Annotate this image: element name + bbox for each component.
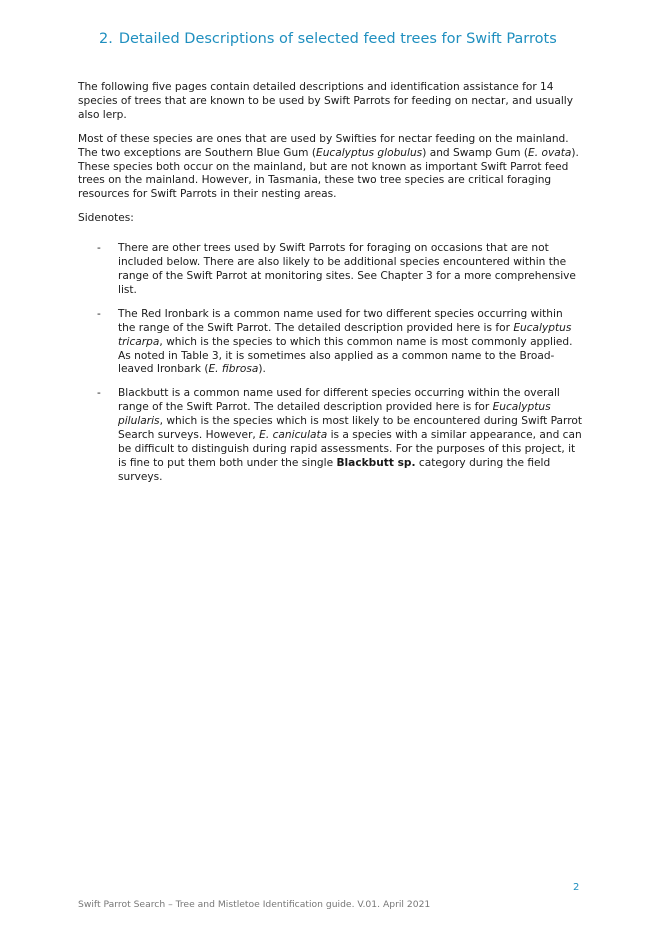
sidenotes-label: Sidenotes: xyxy=(78,212,134,225)
intro-paragraph: The following five pages contain detailed descriptions and identification assistance for 14 species of trees that are known to be used by Swift Parrots for feeding on nectar, and usually also lerp. xyxy=(78,81,574,121)
page-footer: Swift Parrot Search – Tree and Mistletoe Identification guide. V.01. April 2021 xyxy=(78,899,431,910)
body-text xyxy=(78,81,583,495)
bullet-dash: - xyxy=(97,242,101,255)
bullet-dash: - xyxy=(97,307,101,320)
section-heading xyxy=(99,31,557,47)
list-item: - The Red Ironbark is a common name used for two different species occurring within the range of the Swift Parrot. The detailed description provided here is for Eucalyptus tricarpa, which is the species to which this common name is most commonly applied. As noted in Table 3, it is sometimes also applied as a common name to the Broad-leaved Ironbark (E. fibrosa). xyxy=(97,307,573,376)
section-number: 2. xyxy=(99,31,113,47)
page-number: 2 xyxy=(573,882,580,893)
bullet-dash: - xyxy=(97,387,101,400)
list-item: - Blackbutt is a common name used for different species occurring within the overall range of the Swift Parrot. The detailed description provided here is for Eucalyptus pilularis, which is the species which is most likely to be encountered during Swift Parrot Search surveys. However, E. caniculata is a species with a similar appearance, and can be difficult to distinguish during rapid assessments. For the purposes of this project, it is fine to put them both under the single Blackbutt sp. category during the field surveys. xyxy=(97,387,582,483)
sidenotes-list xyxy=(78,242,583,485)
exceptions-paragraph: Most of these species are ones that are used by Swifties for nectar feeding on the mainland. The two exceptions are Southern Blue Gum (Eucalyptus globulus) and Swamp Gum (E. ovata). These species both occur on the mainland, but are not known as important Swift Parrot feed trees on the mainland. However, in Tasmania, these two tree species are critical foraging resources for Swift Parrots in their nesting areas. xyxy=(78,132,579,201)
section-title: Detailed Descriptions of selected feed trees for Swift Parrots xyxy=(118,31,557,47)
list-item: - There are other trees used by Swift Parrots for foraging on occasions that are not included below. There are also likely to be additional species encountered within the range of the Swift Parrot at monitoring sites. See Chapter 3 for a more comprehensive list. xyxy=(97,242,576,296)
